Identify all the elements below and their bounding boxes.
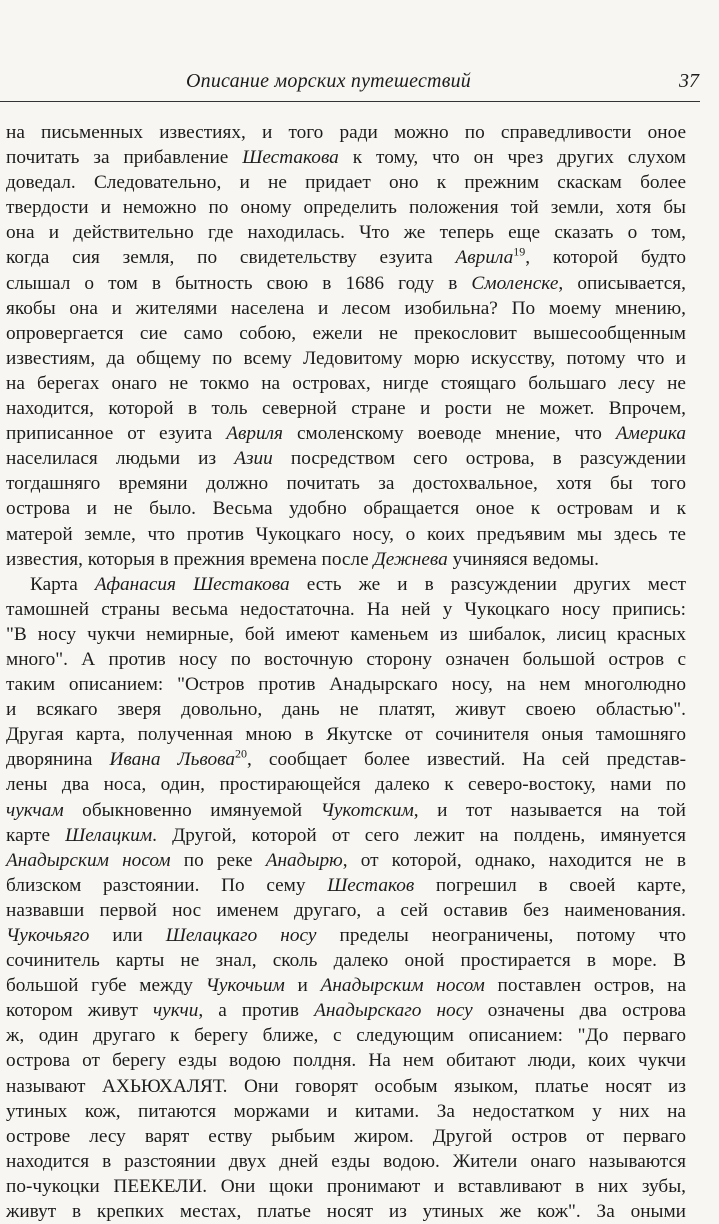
- italic-term: Шелацким: [65, 824, 153, 846]
- text-run: есть же и в разсуждении других мест: [289, 573, 686, 595]
- text-run: карте: [6, 824, 66, 846]
- text-run: , и тот называется на той: [413, 799, 686, 821]
- text-run: утиных кож, питаются моржами и китами. За недостатком у них на: [6, 1100, 686, 1122]
- text-run: много". А против носу по восточную сторону означен большой остров с: [6, 648, 686, 670]
- italic-term: Азии: [234, 448, 273, 470]
- text-run: или: [89, 925, 166, 946]
- text-line: [6, 120, 686, 145]
- text-run: опровергается сие само собою, ежели не прекословит вышесообщенным: [6, 322, 686, 344]
- text-line: [6, 772, 686, 797]
- italic-term: чукчи: [152, 1000, 199, 1022]
- text-line: [6, 572, 686, 597]
- text-run: матерой земле, что против Чукоцкаго носу, о коих предъявим мы здесь те: [6, 523, 686, 545]
- italic-term: Анадырским носом: [320, 975, 485, 997]
- text-line: [6, 848, 686, 873]
- running-header: [0, 70, 719, 96]
- body-text: [6, 120, 686, 1224]
- text-run: посредством сего острова, в разсуждении: [272, 448, 686, 470]
- text-line: [6, 948, 686, 973]
- text-run: к тому, что он чрез других слухом: [338, 147, 686, 169]
- text-run: почитать за прибавление: [6, 147, 243, 169]
- text-line: [6, 446, 686, 471]
- text-run: по-чукоцки ПЕЕКЕЛИ. Они щоки пронимают и вставливают в них зубы,: [6, 1175, 686, 1197]
- text-line: [6, 1149, 686, 1174]
- text-line: [6, 1023, 686, 1048]
- text-run: на письменных известиях, и того ради можно по справедливости оное: [6, 122, 686, 143]
- text-run: Другая карта, полученная мною в Якутске от сочинителя оныя тамошняго: [6, 724, 686, 746]
- text-run: пределы неограничены, потому что: [316, 925, 686, 946]
- text-run: тамошней страны весьма недостаточна. На ней у Чукоцкаго носу припись:: [6, 598, 686, 620]
- text-run: Карта: [30, 573, 95, 595]
- italic-term: Шелацкаго носу: [165, 925, 317, 946]
- text-run: сочинитель карты не знал, сколь далеко оной простирается в море. В: [6, 950, 686, 972]
- text-run: назвавши первой нос именем другаго, а сей оставив без наименования.: [6, 899, 686, 921]
- text-line: [6, 998, 686, 1023]
- text-line: [6, 271, 686, 296]
- text-line: [6, 697, 686, 722]
- text-run: поставлен остров, на: [484, 975, 687, 997]
- text-run: называют АХЬЮХАЛЯТ. Они говорят особым языком, платье носят из: [6, 1075, 686, 1097]
- footnote-ref: 20: [235, 746, 248, 761]
- text-line: [6, 396, 686, 421]
- text-run: лены два носа, один, простирающейся далеко к северо-востоку, нами по: [6, 774, 686, 796]
- text-line: [6, 1174, 686, 1199]
- italic-term: Шестаков: [327, 874, 415, 896]
- text-line: [6, 597, 686, 622]
- paragraph: [6, 572, 686, 1224]
- text-run: означены два острова: [472, 1000, 686, 1022]
- text-run: острова и не было. Весьма удобно обращается оное к островам и к: [6, 498, 686, 520]
- text-run: приписанное от езуита: [6, 423, 227, 445]
- text-run: по реке: [170, 849, 266, 871]
- running-header-title: Описание морских путешествий: [186, 70, 471, 92]
- text-run: находится в разстоянии двух дней езды водою. Жители онаго называются: [6, 1150, 686, 1172]
- text-run: доведал. Следовательно, и не придает оно к прежним скаскам более: [6, 172, 686, 194]
- text-line: [6, 923, 686, 948]
- text-line: [6, 823, 686, 848]
- text-run: , которой будто: [525, 247, 686, 269]
- text-line: [6, 371, 686, 396]
- text-run: котором живут: [6, 1000, 153, 1022]
- text-run: и всякаго зверя довольно, дань не платят, живут своею областью".: [6, 699, 686, 721]
- text-line: [6, 798, 686, 823]
- text-line: [6, 145, 686, 170]
- text-run: находится, которой в толь северной стране и рости не может. Впрочем,: [6, 398, 686, 420]
- text-line: [6, 1199, 686, 1224]
- text-run: тогдашняго времяни должно почитать за достохвальное, хотя бы того: [6, 473, 686, 495]
- text-line: [6, 1124, 686, 1149]
- text-run: твердости и неможно по оному определить положения той земли, хотя бы: [6, 197, 686, 219]
- text-run: . Другой, которой от сего лежит на полдень, имянуется: [152, 824, 686, 846]
- text-line: [6, 873, 686, 898]
- text-run: , от которой, однако, находится не в: [342, 849, 686, 871]
- text-run: близском разстоянии. По сему: [6, 874, 328, 896]
- italic-term: Анадырю: [265, 849, 343, 871]
- text-run: известия, которыя в прежния времена после: [6, 548, 374, 570]
- text-run: якобы она и жителями населена и лесом изобильна? По моему мнению,: [6, 297, 686, 319]
- text-line: [6, 522, 686, 547]
- text-run: большой губе между: [6, 975, 206, 997]
- text-run: , а против: [198, 1000, 315, 1022]
- paragraph: [6, 120, 686, 572]
- text-line: [6, 346, 686, 371]
- text-run: острова от берегу езды водою полдня. На нем обитают люди, коих чукчи: [6, 1050, 686, 1072]
- text-line: [6, 1048, 686, 1073]
- text-line: [6, 747, 686, 772]
- text-line: [6, 321, 686, 346]
- italic-term: Аврила: [455, 247, 514, 269]
- italic-term: Ивана Львова: [109, 749, 236, 771]
- italic-term: Чукочьим: [205, 975, 285, 997]
- text-line: [6, 170, 686, 195]
- page-number: 37: [679, 70, 699, 92]
- text-line: [6, 496, 686, 521]
- italic-term: Смоленске: [471, 272, 559, 294]
- text-line: [6, 973, 686, 998]
- text-run: острове лесу варят еству рыбьим жиром. Другой остров от перваго: [6, 1125, 686, 1147]
- text-run: на берегах онаго не токмо на островах, нигде стоящаго большаго лесу не: [6, 372, 686, 394]
- text-run: таким описанием: "Остров против Анадырскаго носу, на нем многолюдно: [6, 674, 686, 696]
- text-run: "В носу чукчи немирные, бой имеют каменьем из шибалок, лисиц красных: [6, 623, 686, 645]
- text-run: слышал о том в бытность свою в 1686 году в: [6, 272, 472, 294]
- text-line: [6, 898, 686, 923]
- italic-term: Анадырскаго носу: [314, 1000, 473, 1022]
- text-run: ж, один другаго к берегу ближе, с следующим описанием: "До перваго: [6, 1025, 686, 1047]
- text-run: она и действительно где находилась. Что же теперь еще сказать о том,: [6, 222, 686, 244]
- text-run: населилася людьми из: [6, 448, 235, 470]
- text-run: смоленскому воеводе мнение, что: [283, 423, 616, 445]
- text-run: когда сия земля, по свидетельству езуита: [6, 247, 456, 269]
- text-run: дворянина: [6, 749, 110, 771]
- text-line: [6, 220, 686, 245]
- italic-term: Афанасия Шестакова: [94, 573, 290, 595]
- italic-term: Авриля: [226, 423, 283, 445]
- text-run: , описывается,: [558, 272, 686, 294]
- text-line: [6, 195, 686, 220]
- text-line: [6, 547, 686, 572]
- italic-term: чукчам: [6, 799, 64, 821]
- text-line: [6, 421, 686, 446]
- text-run: погрешил в своей карте,: [414, 874, 686, 896]
- text-run: обыкновенно имянуемой: [63, 799, 321, 821]
- italic-term: Анадырским носом: [6, 849, 171, 871]
- text-line: [6, 722, 686, 747]
- text-line: [6, 245, 686, 270]
- italic-term: Дежнева: [373, 548, 448, 570]
- text-line: [6, 672, 686, 697]
- footnote-ref: 19: [513, 245, 526, 260]
- text-run: известиям, да общему по всему Ледовитому морю искусству, потому что и: [6, 347, 686, 369]
- text-line: [6, 1099, 686, 1124]
- text-line: [6, 471, 686, 496]
- text-line: [6, 296, 686, 321]
- italic-term: Чукочьяго: [6, 925, 90, 946]
- text-run: учиняяся ведомы.: [447, 548, 599, 570]
- text-run: и: [284, 975, 321, 997]
- italic-term: Шестакова: [242, 147, 339, 169]
- italic-term: Америка: [615, 423, 686, 445]
- text-line: [6, 622, 686, 647]
- text-line: [6, 1074, 686, 1099]
- text-line: [6, 647, 686, 672]
- header-rule: [0, 101, 700, 102]
- italic-term: Чукотским: [320, 799, 414, 821]
- text-run: , сообщает более известий. На сей представ-: [247, 749, 687, 771]
- text-run: живут в крепких местах, платье носят из утиных же кож". За оными: [6, 1201, 686, 1223]
